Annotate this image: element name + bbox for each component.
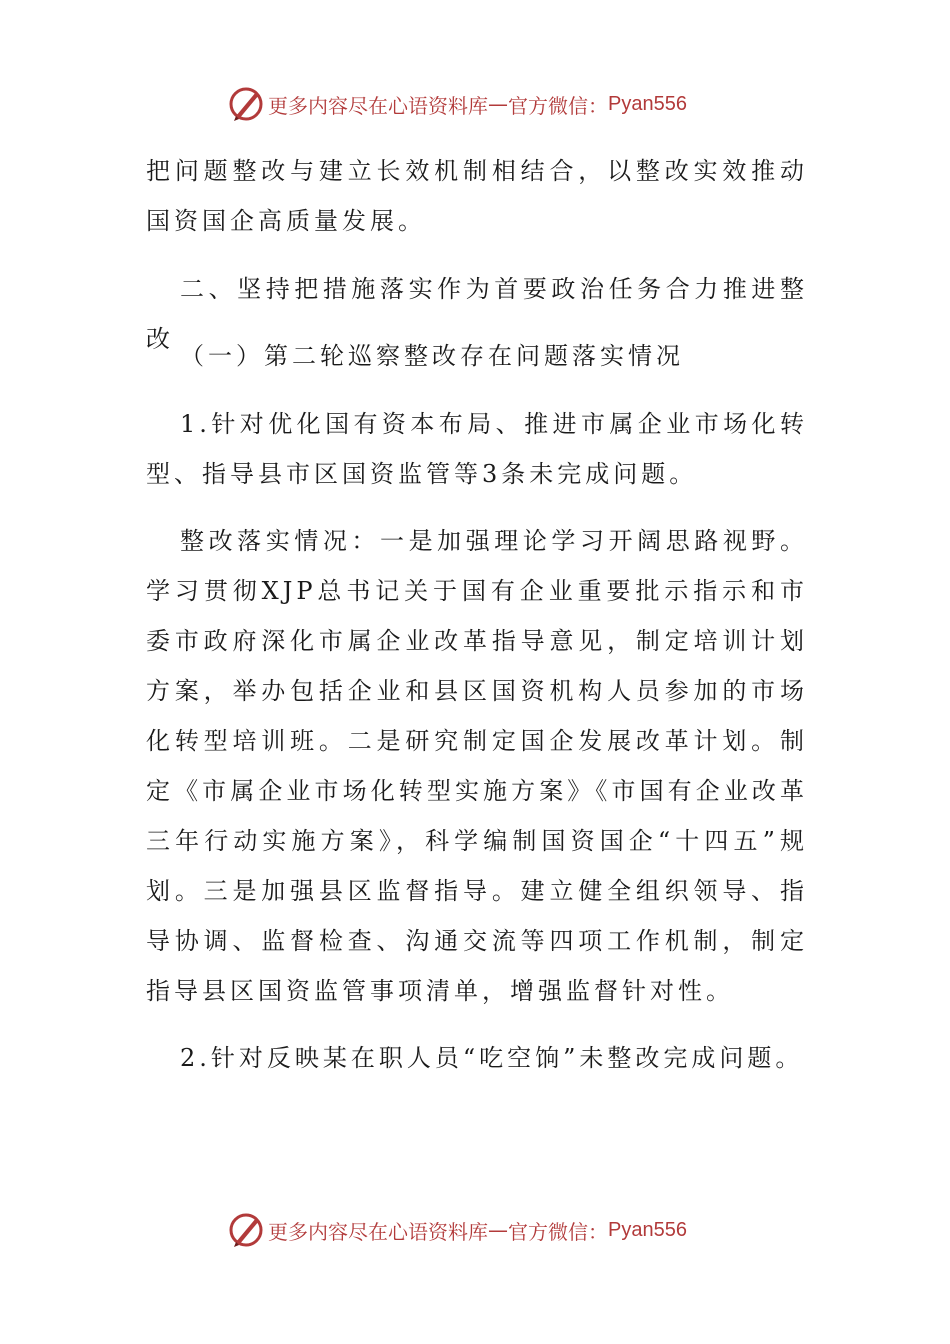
watermark-banner-bottom — [226, 1210, 746, 1250]
pen-logo-icon — [226, 84, 266, 124]
wechat-id: Pyan556 — [608, 1218, 687, 1241]
dash-separator: — — [488, 1218, 508, 1242]
watermark-banner-top — [226, 84, 746, 124]
item-2: 2.针对反映某在职人员“吃空饷”未整改完成问题。 — [180, 1044, 804, 1072]
paragraph-continuation: 把问题整改与建立长效机制相结合，以整改实效推动国资国企高质量发展。 — [146, 157, 808, 235]
wechat-label: 官方微信： — [508, 1219, 608, 1244]
library-text: 更多内容尽在心语资料库 — [268, 93, 488, 118]
item-1-rectification: 整改落实情况：一是加强理论学习开阔思路视野。学习贯彻XJP总书记关于国有企业重要批示指示和市委市政府深化市属企业改革指导意见，制定培训计划方案，举办包括企业和县区国资机构人员参加的市场化转型培训班。二是研究制定国企发展改革计划。制定《市属企业市场化转型实施方案》《市国有企业改革三年行动实施方案》，科学编制国资国企“十四五”规划。三是加强县区监督指导。建立健全组织领导、指导协调、监督检查、沟通交流等四项工作机制，制定指导县区国资监管事项清单，增强监督针对性。 — [146, 527, 808, 1005]
wechat-id: Pyan556 — [608, 92, 687, 115]
dash-separator: — — [488, 92, 508, 116]
sub-heading: （一）第二轮巡察整改存在问题落实情况 — [180, 342, 684, 370]
library-text: 更多内容尽在心语资料库 — [268, 1219, 488, 1244]
section-heading: 二、坚持把措施落实作为首要政治任务合力推进整改 — [146, 275, 808, 353]
wechat-label: 官方微信： — [508, 93, 608, 118]
pen-logo-icon — [226, 1210, 266, 1250]
item-1: 1.针对优化国有资本布局、推进市属企业市场化转型、指导县市区国资监管等3条未完成问题。 — [146, 410, 808, 488]
